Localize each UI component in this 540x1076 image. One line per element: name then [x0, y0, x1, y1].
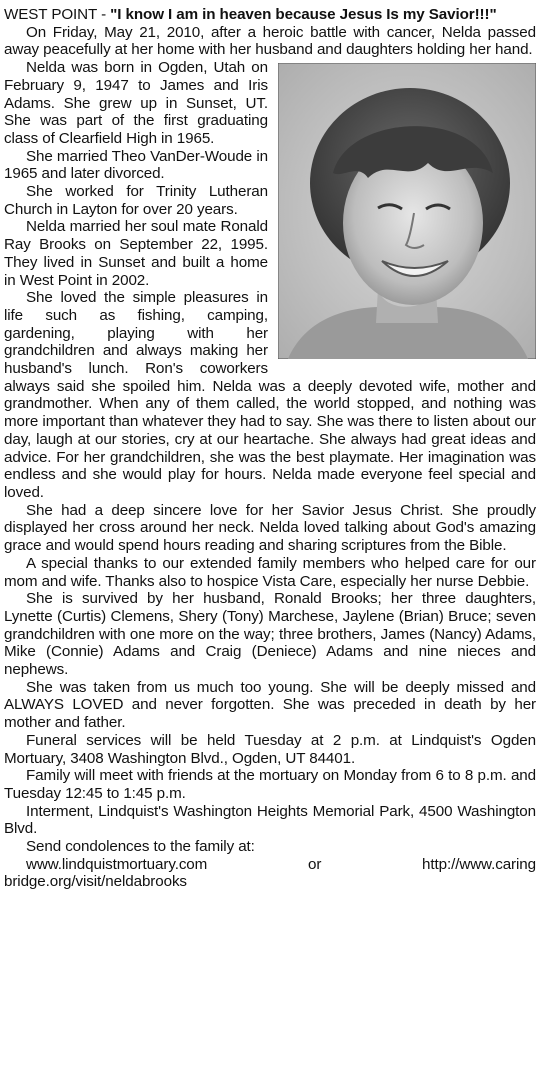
headline-quote: "I know I am in heaven because Jesus Is my Savior!!!": [110, 6, 497, 23]
paragraph-second-marriage: Nelda married her soul mate Ronald Ray Brooks on September 22, 1995. They lived in Sunset and built a home in West Point in 2002.: [4, 218, 268, 289]
paragraph-work: She worked for Trinity Lutheran Church in Layton for over 20 years.: [4, 183, 268, 218]
paragraph-survived-by: She is survived by her husband, Ronald Brooks; her three daughters, Lynette (Curtis) Clemens, Shery (Tony) Marchese, Jaylene (Brian) Bruce; seven grandchildren with one more on the way; three brothers, James (Nancy) Adams, Mike (Connie) Adams and Craig (Deniece) Adams and nine nieces and nephews.: [4, 590, 536, 679]
paragraph-taken-young: She was taken from us much too young. She will be deeply missed and ALWAYS LOVED and never forgotten. She was preceded in death by her mother and father.: [4, 678, 536, 732]
caringbridge-link-end[interactable]: bridge.org/visit/neldabrooks: [4, 873, 187, 891]
paragraph-interment: Interment, Lindquist's Washington Heights Memorial Park, 4500 Washington Blvd.: [4, 802, 536, 838]
paragraph-first-marriage: She married Theo VanDer-Woude in 1965 and later divorced.: [4, 147, 268, 183]
paragraph-death-announcement: On Friday, May 21, 2010, after a heroic battle with cancer, Nelda passed away peacefully at her home with her husband and daughters holding her hand.: [4, 23, 536, 59]
headline: [4, 6, 536, 24]
caringbridge-link-start[interactable]: http://www.caring: [422, 855, 536, 873]
paragraph-funeral: Funeral services will be held Tuesday at 2 p.m. at Lindquist's Ogden Mortuary, 3408 Washington Blvd., Ogden, UT 84401.: [4, 731, 536, 767]
portrait-photo: [278, 63, 536, 359]
paragraph-thanks: A special thanks to our extended family members who helped care for our mom and wife. Thanks also to hospice Vista Care, especially her nurse Debbie.: [4, 554, 536, 590]
link-separator: or: [307, 855, 322, 873]
paragraph-simple-pleasures: She loved the simple pleasures in life such as fishing, camping, gardening, playing with her grandchildren and always making her husband's lunch. Ron's coworkers always said she spoiled him. Nelda was a deeply devoted wife, mother and grandmother. When any of them called, the world stopped, and nothing was more important than whatever they had to say. She was there to listen about our day, laugh at our stories, cry at our heartache. She always had great ideas and advice. For her grandchildren, she was the best playmate. Her imagination was endless and she would play for hours. Nelda made everyone feel special and loved.: [4, 289, 536, 501]
paragraph-condolences: Send condolences to the family at:: [26, 838, 255, 856]
condolence-links-row: [4, 856, 536, 874]
paragraph-faith: She had a deep sincere love for her Savior Jesus Christ. She proudly displayed her cross around her neck. Nelda loved talking about God's amazing grace and would spend hours reading and sharing scriptures from the Bible.: [4, 501, 536, 555]
paragraph-visitation: Family will meet with friends at the mortuary on Monday from 6 to 8 p.m. and Tuesday 12:45 to 1:45 p.m.: [4, 767, 536, 802]
paragraph-birth: Nelda was born in Ogden, Utah on February 9, 1947 to James and Iris Adams. She grew up in Sunset, UT. She was part of the first graduating class of Clearfield High in 1965.: [4, 59, 268, 147]
mortuary-link[interactable]: www.lindquistmortuary.com: [26, 855, 208, 873]
dateline-location: WEST POINT -: [4, 6, 111, 23]
